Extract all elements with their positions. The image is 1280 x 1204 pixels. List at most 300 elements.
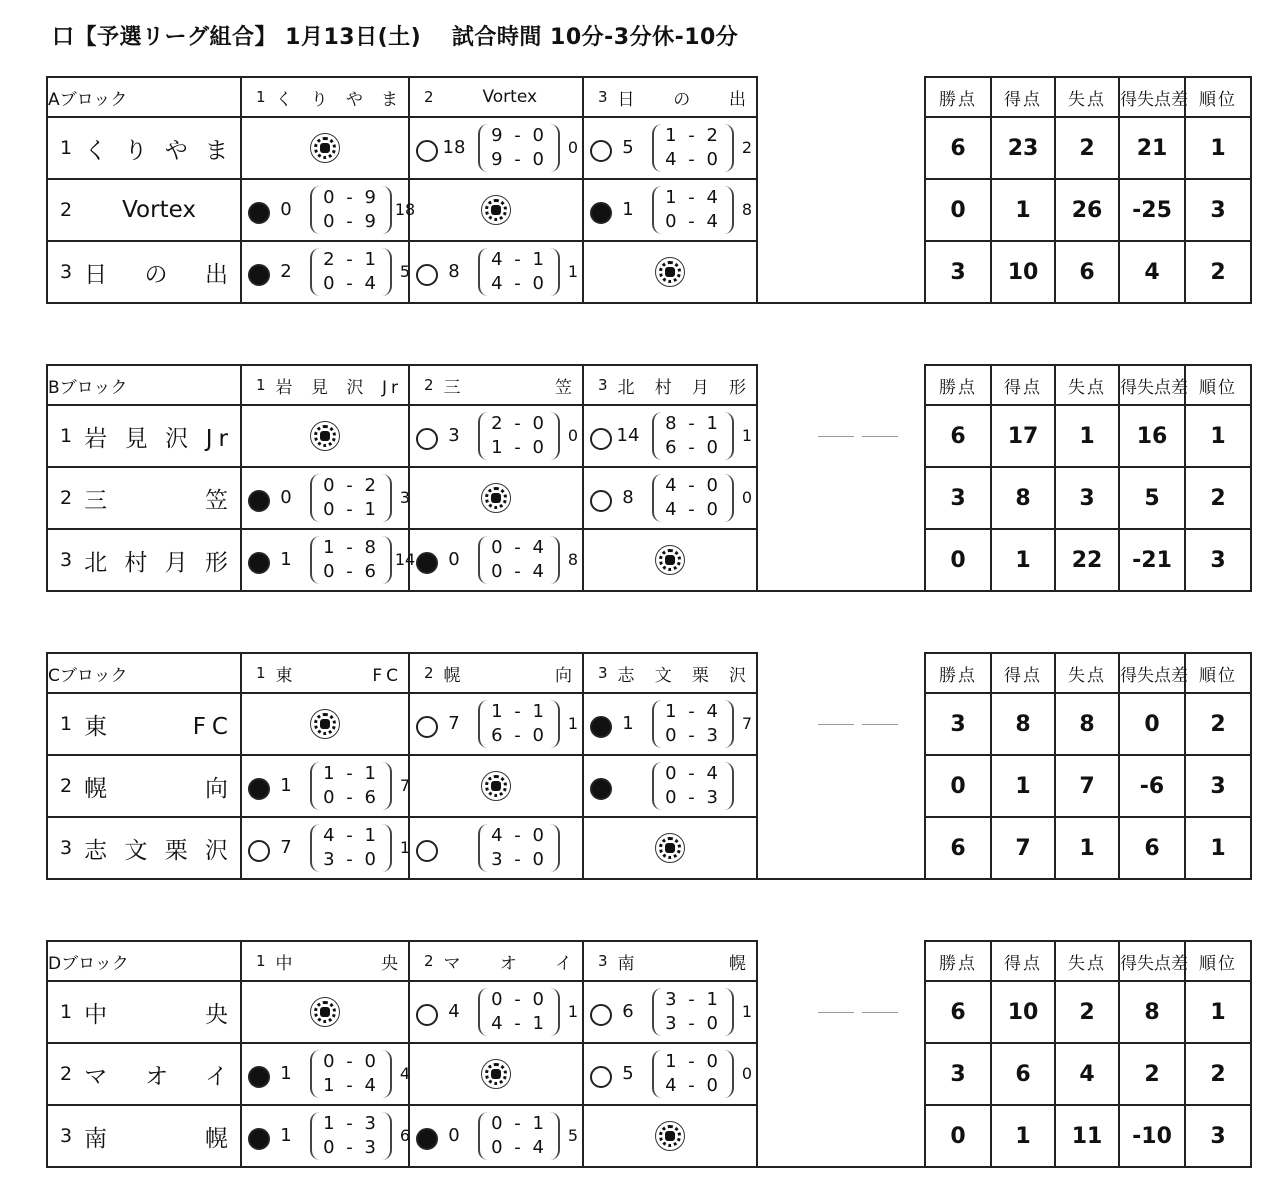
- self-cell: [241, 693, 409, 755]
- self-cell: [241, 117, 409, 179]
- first-half-score: 0 - 0: [323, 1051, 379, 1072]
- match-result: [584, 406, 756, 466]
- match-result: [242, 468, 411, 528]
- goals-for: 1: [280, 775, 292, 796]
- goals-for: 5: [622, 137, 634, 158]
- self-cell: [583, 1105, 757, 1167]
- self-cell: [409, 1043, 583, 1105]
- stat-header: 順位: [1185, 653, 1251, 693]
- stat-value: -10: [1119, 1105, 1185, 1167]
- spacer-cell: [757, 693, 925, 755]
- header-team: [409, 941, 583, 981]
- spacer-cell: [757, 467, 925, 529]
- row-team: [47, 755, 241, 817]
- stat-header: 得点: [991, 653, 1055, 693]
- spacer-cell: [757, 529, 925, 591]
- second-half-score: 0 - 6: [323, 787, 379, 808]
- header-team: [583, 365, 757, 405]
- league-block: [46, 364, 1250, 592]
- match-cell: [409, 117, 583, 179]
- second-half-score: 0 - 4: [491, 1137, 547, 1158]
- spacer-cell: [757, 1105, 925, 1167]
- stat-value: 1: [1055, 817, 1119, 879]
- row-team: [47, 467, 241, 529]
- first-half-score: 1 - 1: [491, 701, 547, 722]
- win-circle-icon: [416, 140, 438, 162]
- loss-circle-icon: [416, 552, 438, 574]
- header-team-label: [584, 661, 756, 686]
- second-half-score: 4 - 0: [665, 149, 721, 170]
- row-team: [47, 1105, 241, 1167]
- spacer-cell: [757, 365, 925, 405]
- header-team: [409, 77, 583, 117]
- stat-value: 6: [925, 405, 991, 467]
- stat-value: 2: [1055, 117, 1119, 179]
- match-result: [410, 1106, 582, 1166]
- stat-value: 1: [991, 755, 1055, 817]
- team-row: [47, 179, 1251, 241]
- spacer-cell: [757, 817, 925, 879]
- first-half-score: 1 - 8: [323, 537, 379, 558]
- match-result: [584, 1044, 756, 1104]
- spacer-cell: [757, 405, 925, 467]
- goals-against: 1: [567, 714, 579, 733]
- stat-value: 3: [1185, 755, 1251, 817]
- first-half-score: 1 - 4: [665, 187, 721, 208]
- second-half-score: 9 - 0: [491, 149, 547, 170]
- team-number: 3: [60, 549, 73, 571]
- block-name: Aブロック: [47, 77, 241, 117]
- match-cell: [409, 817, 583, 879]
- match-cell: [241, 1105, 409, 1167]
- header-team: [583, 653, 757, 693]
- stat-header: 得失点差: [1119, 365, 1185, 405]
- goals-against: 6: [399, 1126, 411, 1145]
- match-cell: [241, 467, 409, 529]
- stat-value: -21: [1119, 529, 1185, 591]
- row-team-label: [48, 996, 240, 1029]
- match-result: [410, 818, 582, 878]
- goals-for: 14: [616, 425, 640, 446]
- match-cell: [409, 1105, 583, 1167]
- team-number: 1: [256, 664, 266, 682]
- team-name: 北村月形: [617, 377, 750, 398]
- spacer-cell: [757, 981, 925, 1043]
- header-team: [241, 941, 409, 981]
- goals-against: 4: [399, 1064, 411, 1083]
- team-number: 1: [256, 376, 266, 394]
- second-half-score: 0 - 9: [323, 211, 379, 232]
- team-name: 岩見沢Jr: [275, 377, 402, 398]
- team-name: 幌向: [84, 775, 234, 802]
- half-scores: [478, 988, 560, 1036]
- win-circle-icon: [590, 1066, 612, 1088]
- second-half-score: 4 - 0: [665, 1075, 721, 1096]
- loss-circle-icon: [248, 1128, 270, 1150]
- stat-value: 8: [991, 467, 1055, 529]
- row-team: [47, 693, 241, 755]
- goals-against: 8: [567, 550, 579, 569]
- header-team-label: [584, 373, 756, 398]
- stat-value: 10: [991, 981, 1055, 1043]
- goals-for: 0: [280, 199, 292, 220]
- goals-against: 14: [394, 550, 416, 569]
- header-team-label: [410, 373, 582, 398]
- first-half-score: 3 - 1: [665, 989, 721, 1010]
- stat-value: 3: [1185, 529, 1251, 591]
- stat-value: 21: [1119, 117, 1185, 179]
- first-half-score: 0 - 2: [323, 475, 379, 496]
- team-name: マオイ: [84, 1063, 234, 1090]
- first-half-score: 1 - 0: [665, 1051, 721, 1072]
- spacer-cell: [757, 117, 925, 179]
- team-name: 東FC: [84, 713, 234, 740]
- header-team: [409, 653, 583, 693]
- first-half-score: 4 - 0: [491, 825, 547, 846]
- block-name: Dブロック: [47, 941, 241, 981]
- soccer-ball-icon: [655, 545, 685, 575]
- stat-value: 2: [1185, 1043, 1251, 1105]
- second-half-score: 4 - 0: [665, 499, 721, 520]
- spacer-cell: [757, 179, 925, 241]
- half-scores: [478, 536, 560, 584]
- match-result: [584, 1106, 756, 1166]
- team-row: [47, 467, 1251, 529]
- stat-header: 得失点差: [1119, 653, 1185, 693]
- soccer-ball-icon: [655, 257, 685, 287]
- loss-circle-icon: [248, 264, 270, 286]
- header-row: [47, 941, 1251, 981]
- team-row: [47, 1043, 1251, 1105]
- soccer-ball-icon: [310, 709, 340, 739]
- stat-value: 3: [925, 1043, 991, 1105]
- loss-circle-icon: [590, 778, 612, 800]
- stat-value: 1: [1185, 405, 1251, 467]
- win-circle-icon: [590, 140, 612, 162]
- match-result: [410, 406, 582, 466]
- match-cell: [241, 817, 409, 879]
- second-half-score: 0 - 3: [665, 787, 721, 808]
- match-cell: [583, 467, 757, 529]
- spacer-cell: [757, 653, 925, 693]
- goals-against: 1: [741, 426, 753, 445]
- first-half-score: 0 - 4: [665, 763, 721, 784]
- team-name: くりやま: [275, 89, 402, 110]
- team-name: 日の出: [84, 261, 234, 288]
- stat-value: 3: [925, 241, 991, 303]
- stat-header: 失点: [1055, 941, 1119, 981]
- stat-value: 1: [1185, 117, 1251, 179]
- match-result: [584, 468, 756, 528]
- goals-for: 8: [448, 261, 460, 282]
- half-scores: [478, 248, 560, 296]
- match-result: [410, 530, 582, 590]
- second-half-score: 4 - 0: [491, 273, 547, 294]
- match-result: [242, 242, 411, 302]
- match-result: [242, 1044, 411, 1104]
- team-row: [47, 1105, 1251, 1167]
- goals-for: 1: [280, 1063, 292, 1084]
- stat-value: 2: [1185, 241, 1251, 303]
- team-name: 幌向: [443, 665, 576, 686]
- stat-value: 5: [1119, 467, 1185, 529]
- goals-against: 3: [399, 488, 411, 507]
- spacer-lines: [758, 406, 924, 466]
- team-name: Vortex: [482, 87, 538, 107]
- match-cell: [409, 981, 583, 1043]
- half-scores: [652, 762, 734, 810]
- first-half-score: 1 - 3: [323, 1113, 379, 1134]
- match-result: [584, 756, 756, 816]
- goals-against: 7: [741, 714, 753, 733]
- match-result: [410, 180, 582, 240]
- stat-value: 0: [925, 179, 991, 241]
- second-half-score: 0 - 1: [323, 499, 379, 520]
- match-result: [410, 694, 582, 754]
- stat-value: 3: [1185, 1105, 1251, 1167]
- header-team-label: [242, 373, 408, 398]
- soccer-ball-icon: [655, 833, 685, 863]
- stat-value: 2: [1185, 467, 1251, 529]
- loss-circle-icon: [416, 1128, 438, 1150]
- divider-line: [862, 436, 898, 437]
- team-number: 2: [60, 487, 73, 509]
- stat-header: 得点: [991, 365, 1055, 405]
- stat-value: 4: [1055, 1043, 1119, 1105]
- self-cell: [583, 241, 757, 303]
- team-number: 3: [60, 1125, 73, 1147]
- team-name: 中央: [275, 953, 402, 974]
- stat-value: 1: [991, 529, 1055, 591]
- row-team: [47, 529, 241, 591]
- team-number: 2: [60, 199, 73, 221]
- team-name: 三笠: [84, 487, 234, 514]
- stat-header: 失点: [1055, 77, 1119, 117]
- loss-circle-icon: [248, 778, 270, 800]
- half-scores: [478, 412, 560, 460]
- first-half-score: 1 - 2: [665, 125, 721, 146]
- loss-circle-icon: [590, 202, 612, 224]
- goals-for: [440, 818, 468, 878]
- team-number: 1: [60, 137, 73, 159]
- team-name: 岩見沢Jr: [84, 425, 234, 452]
- second-half-score: 3 - 0: [665, 1013, 721, 1034]
- stat-value: 6: [991, 1043, 1055, 1105]
- match-result: [410, 756, 582, 816]
- match-result: [410, 982, 582, 1042]
- match-cell: [409, 241, 583, 303]
- goals-for: 3: [448, 425, 460, 446]
- stat-value: 7: [1055, 755, 1119, 817]
- self-cell: [583, 529, 757, 591]
- team-number: 1: [60, 1001, 73, 1023]
- block-name: Cブロック: [47, 653, 241, 693]
- match-result: [584, 694, 756, 754]
- header-team-label: [410, 949, 582, 974]
- team-number: 3: [60, 837, 73, 859]
- stat-header: 得点: [991, 941, 1055, 981]
- divider-line: [818, 1012, 854, 1013]
- team-row: [47, 117, 1251, 179]
- team-name: くりやま: [84, 137, 234, 164]
- goals-against: 8: [741, 200, 753, 219]
- win-circle-icon: [590, 428, 612, 450]
- header-team-label: [584, 949, 756, 974]
- half-scores: [310, 186, 392, 234]
- goals-for: [614, 756, 642, 816]
- match-result: [242, 118, 408, 178]
- first-half-score: 0 - 4: [491, 537, 547, 558]
- row-team: [47, 241, 241, 303]
- header-row: [47, 77, 1251, 117]
- goals-for: 6: [622, 1001, 634, 1022]
- team-number: 2: [424, 88, 434, 106]
- match-result: [242, 406, 408, 466]
- match-cell: [583, 981, 757, 1043]
- stat-value: 22: [1055, 529, 1119, 591]
- match-cell: [583, 755, 757, 817]
- self-cell: [241, 405, 409, 467]
- goals-for: 1: [280, 549, 292, 570]
- first-half-score: 4 - 0: [665, 475, 721, 496]
- self-cell: [583, 817, 757, 879]
- second-half-score: 6 - 0: [665, 437, 721, 458]
- league-table: [46, 652, 1252, 880]
- goals-for: 7: [280, 837, 292, 858]
- stat-value: 8: [1119, 981, 1185, 1043]
- half-scores: [478, 824, 560, 872]
- soccer-ball-icon: [481, 195, 511, 225]
- header-team-label: [584, 85, 756, 110]
- spacer-cell: [757, 941, 925, 981]
- stat-value: 6: [1119, 817, 1185, 879]
- second-half-score: 0 - 6: [323, 561, 379, 582]
- stat-value: 1: [1055, 405, 1119, 467]
- stat-header: 失点: [1055, 653, 1119, 693]
- goals-for: 1: [622, 199, 634, 220]
- stat-header: 勝点: [925, 77, 991, 117]
- loss-circle-icon: [248, 202, 270, 224]
- team-number: 3: [598, 952, 608, 970]
- match-cell: [583, 117, 757, 179]
- half-scores: [478, 1112, 560, 1160]
- stat-value: 8: [1055, 693, 1119, 755]
- team-name: 中央: [84, 1001, 234, 1028]
- spacer-lines: [758, 982, 924, 1042]
- team-name: 南幌: [84, 1125, 234, 1152]
- divider-line: [818, 436, 854, 437]
- goals-for: 1: [622, 713, 634, 734]
- row-team-label: [48, 832, 240, 865]
- second-half-score: 1 - 0: [491, 437, 547, 458]
- match-result: [584, 818, 756, 878]
- match-cell: [409, 693, 583, 755]
- win-circle-icon: [416, 1004, 438, 1026]
- first-half-score: 8 - 1: [665, 413, 721, 434]
- match-cell: [583, 1043, 757, 1105]
- stat-header: 得点: [991, 77, 1055, 117]
- match-cell: [241, 179, 416, 241]
- soccer-ball-icon: [481, 1059, 511, 1089]
- stat-value: 17: [991, 405, 1055, 467]
- loss-circle-icon: [248, 1066, 270, 1088]
- half-scores: [310, 1112, 392, 1160]
- stat-header: 順位: [1185, 941, 1251, 981]
- header-row: [47, 365, 1251, 405]
- divider-line: [818, 724, 854, 725]
- league-block: [46, 940, 1250, 1168]
- team-number: 2: [424, 664, 434, 682]
- goals-against: 1: [567, 262, 579, 281]
- half-scores: [652, 474, 734, 522]
- spacer-lines: [758, 694, 924, 754]
- stat-value: 3: [1055, 467, 1119, 529]
- stat-value: 23: [991, 117, 1055, 179]
- stat-header: 得失点差: [1119, 77, 1185, 117]
- match-result: [410, 118, 582, 178]
- stat-value: -6: [1119, 755, 1185, 817]
- header-team: [583, 941, 757, 981]
- half-scores: [310, 536, 392, 584]
- stat-value: 1: [991, 179, 1055, 241]
- row-team-label: [48, 544, 240, 577]
- team-name: Vortex: [122, 197, 196, 223]
- loss-circle-icon: [590, 716, 612, 738]
- team-number: 1: [60, 713, 73, 735]
- half-scores: [478, 700, 560, 748]
- goals-for: 5: [622, 1063, 634, 1084]
- league-table: [46, 76, 1252, 304]
- team-row: [47, 981, 1251, 1043]
- win-circle-icon: [590, 1004, 612, 1026]
- row-team-label: [48, 708, 240, 741]
- win-circle-icon: [590, 490, 612, 512]
- team-name: マオイ: [443, 953, 576, 974]
- row-team-label: [48, 770, 240, 803]
- header-team: [409, 365, 583, 405]
- stat-value: 0: [1119, 693, 1185, 755]
- page-title: 口【予選リーグ組合】 1月13日(土) 試合時間 10分-3分休-10分: [52, 25, 739, 50]
- team-number: 1: [60, 425, 73, 447]
- stat-value: 0: [925, 529, 991, 591]
- goals-against: 1: [741, 1002, 753, 1021]
- stat-header: 失点: [1055, 365, 1119, 405]
- match-result: [242, 982, 408, 1042]
- first-half-score: 9 - 0: [491, 125, 547, 146]
- goals-against: 2: [741, 138, 753, 157]
- team-number: 2: [60, 1063, 73, 1085]
- loss-circle-icon: [248, 490, 270, 512]
- stat-value: 11: [1055, 1105, 1119, 1167]
- half-scores: [652, 1050, 734, 1098]
- league-table: [46, 364, 1252, 592]
- goals-for: 1: [280, 1125, 292, 1146]
- second-half-score: 0 - 4: [323, 273, 379, 294]
- loss-circle-icon: [248, 552, 270, 574]
- stat-value: 4: [1119, 241, 1185, 303]
- row-team-label: [48, 132, 240, 165]
- goals-for: 4: [448, 1001, 460, 1022]
- stat-value: 7: [991, 817, 1055, 879]
- second-half-score: 0 - 4: [491, 561, 547, 582]
- soccer-ball-icon: [310, 421, 340, 451]
- header-team-label: [242, 949, 408, 974]
- match-cell: [241, 755, 409, 817]
- stat-value: 1: [1185, 817, 1251, 879]
- match-result: [584, 180, 756, 240]
- first-half-score: 4 - 1: [323, 825, 379, 846]
- self-cell: [409, 179, 583, 241]
